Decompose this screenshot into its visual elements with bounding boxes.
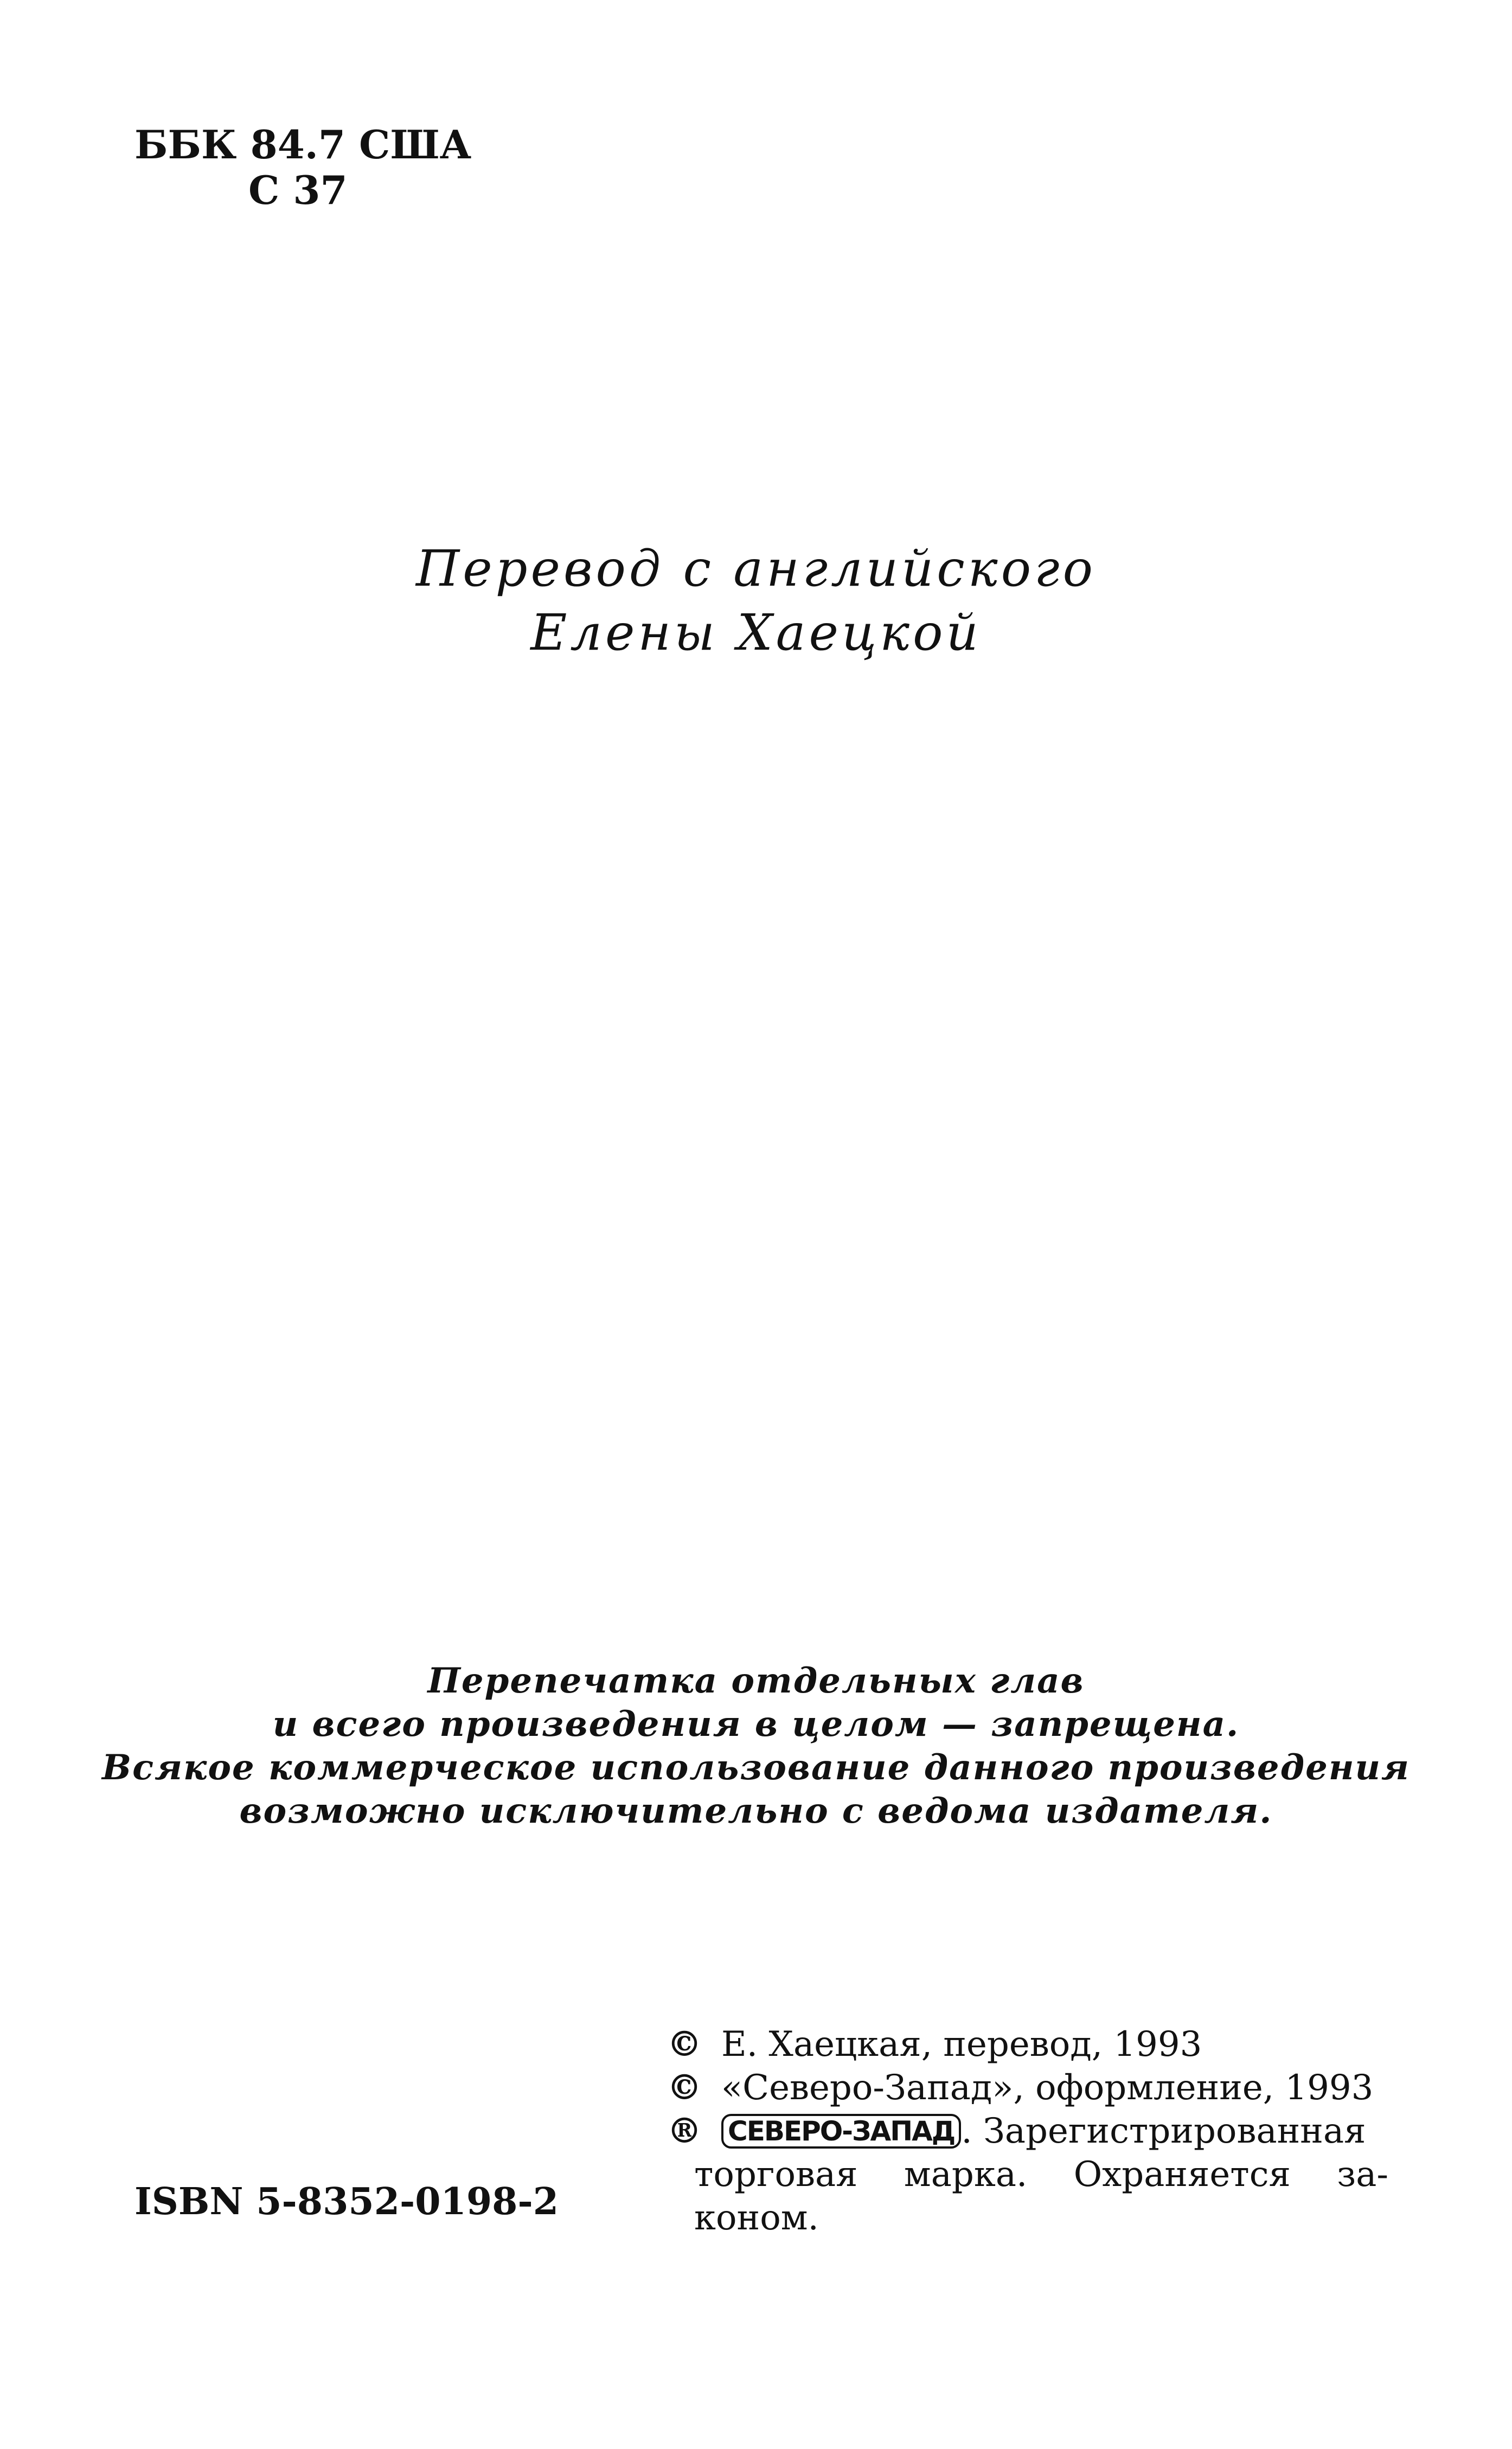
notice-line: возможно исключительно с ведома издателя.: [239, 1791, 1273, 1831]
trademark-continuation: торговая марка. Охраняется за-: [694, 2155, 1388, 2195]
reprint-notice: [0, 1659, 1512, 1833]
copyright-icon: ©: [667, 2024, 702, 2065]
copyright-translation: © Е. Хаецкая, перевод, 1993: [667, 2024, 1202, 2065]
translation-line-1: Перевод с английского: [415, 540, 1097, 598]
trademark-line: ® СЕВЕРО-ЗАПАД . Зарегистрированная: [667, 2111, 1366, 2151]
notice-line: Перепечатка отдельных глав: [427, 1661, 1085, 1701]
copyright-icon: ©: [667, 2067, 702, 2108]
bbk-classification: [134, 122, 471, 213]
translation-line-2: Елены Хаецкой: [530, 604, 982, 662]
translation-credit: [0, 537, 1512, 665]
copyright-block: [667, 2023, 1388, 2240]
registered-icon: ®: [667, 2111, 702, 2151]
publisher-logo: СЕВЕРО-ЗАПАД: [721, 2114, 961, 2149]
notice-line: Всякое коммерческое использование данного произведения: [102, 1747, 1410, 1788]
author-mark: С 37: [248, 167, 348, 213]
notice-line: и всего произведения в целом — запрещена.: [272, 1704, 1240, 1745]
isbn: ISBN 5-8352-0198-2: [134, 2180, 559, 2223]
bbk-code: ББК 84.7 США: [134, 121, 472, 168]
copyright-design: © «Северо-Запад», оформление, 1993: [667, 2067, 1374, 2108]
trademark-end: коном.: [694, 2198, 819, 2238]
